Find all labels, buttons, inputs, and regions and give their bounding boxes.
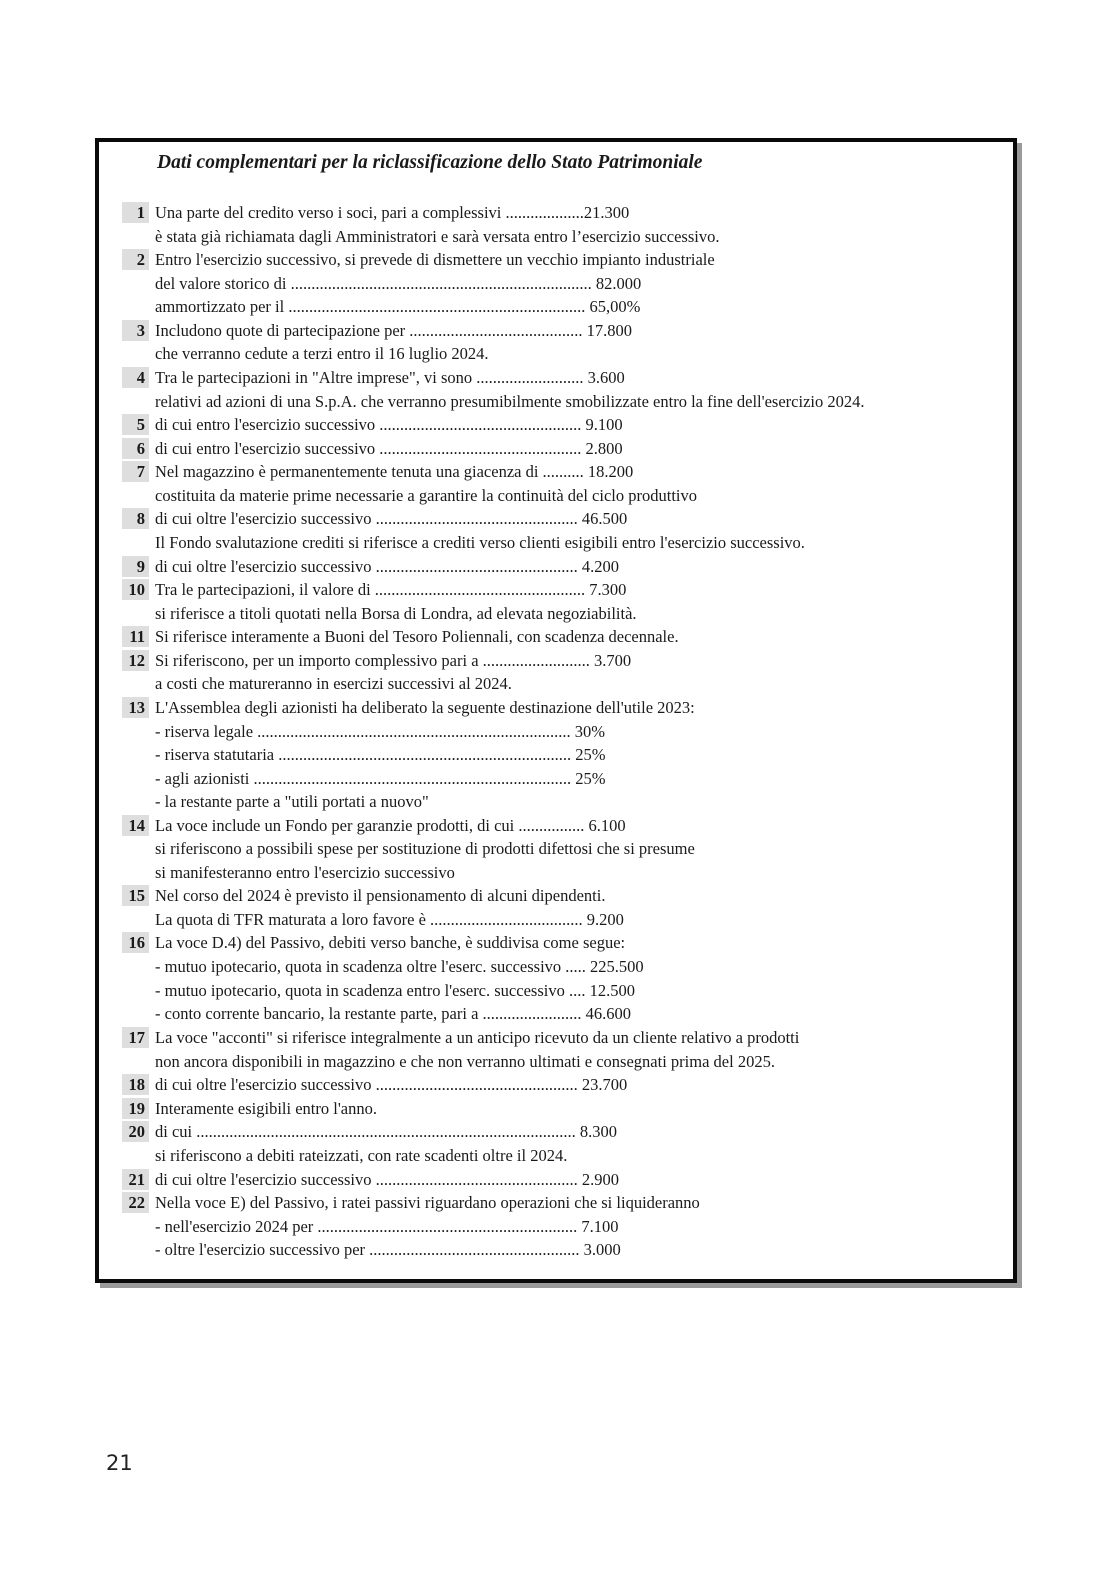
item-number: 11 — [122, 626, 149, 647]
text-line: di cui oltre l'esercizio successivo ................................................. 46.500 — [155, 509, 628, 528]
text-line: Si riferisce interamente a Buoni del Tesoro Poliennali, con scadenza decennale. — [155, 627, 679, 646]
text-line: Entro l'esercizio successivo, si prevede di dismettere un vecchio impianto industriale — [155, 250, 715, 269]
text-line: di cui oltre l'esercizio successivo ................................................. 2.900 — [155, 1170, 619, 1189]
text-line: Nella voce E) del Passivo, i ratei passivi riguardano operazioni che si liquideranno — [155, 1193, 700, 1212]
item-number: 15 — [122, 885, 149, 906]
text-line: - oltre l'esercizio successivo per ................................................... 3.000 — [155, 1240, 621, 1259]
text-line: - agli azionisti ............................................................................. 25% — [155, 769, 606, 788]
item-number: 12 — [122, 650, 149, 671]
item-number: 9 — [122, 556, 149, 577]
text-line: non ancora disponibili in magazzino e che non verranno ultimati e consegnati prima del 2025. — [155, 1052, 775, 1071]
text-line: La voce include un Fondo per garanzie prodotti, di cui ................ 6.100 — [155, 816, 626, 835]
text-line: - conto corrente bancario, la restante parte, pari a ........................ 46.600 — [155, 1004, 632, 1023]
text-line: La voce D.4) del Passivo, debiti verso banche, è suddivisa come segue: — [155, 933, 626, 952]
text-line: La voce "acconti" si riferisce integralmente a un anticipo ricevuto da un cliente relativo a prodotti — [155, 1028, 800, 1047]
text-line: Una parte del credito verso i soci, pari a complessivi ...................21.300 — [155, 203, 630, 222]
text-line: - mutuo ipotecario, quota in scadenza oltre l'eserc. successivo ..... 225.500 — [155, 957, 644, 976]
item-number: 19 — [122, 1098, 149, 1119]
text-line: di cui entro l'esercizio successivo ................................................. 9.100 — [155, 415, 623, 434]
text-line: - riserva legale ............................................................................ 30% — [155, 722, 606, 741]
text-line: Tra le partecipazioni, il valore di ................................................... 7.300 — [155, 580, 627, 599]
text-line: di cui oltre l'esercizio successivo ................................................. 4.200 — [155, 557, 619, 576]
text-line: Il Fondo svalutazione crediti si riferisce a crediti verso clienti esigibili entro l'esercizio successivo. — [155, 533, 805, 552]
text-line: Nel corso del 2024 è previsto il pensionamento di alcuni dipendenti. — [155, 886, 606, 905]
text-line: si riferiscono a possibili spese per sostituzione di prodotti difettosi che si presume — [155, 839, 695, 858]
text-line: si manifesteranno entro l'esercizio successivo — [155, 863, 455, 882]
item-number: 17 — [122, 1027, 149, 1048]
text-line: è stata già richiamata dagli Amministratori e sarà versata entro l’esercizio successivo. — [155, 227, 720, 246]
item-number: 18 — [122, 1074, 149, 1095]
item-number: 2 — [122, 249, 149, 270]
text-line: - mutuo ipotecario, quota in scadenza entro l'eserc. successivo .... 12.500 — [155, 981, 635, 1000]
text-line: che verranno cedute a terzi entro il 16 luglio 2024. — [155, 344, 489, 363]
text-line: a costi che matureranno in esercizi successivi al 2024. — [155, 674, 512, 693]
page-title: Dati complementari per la riclassificazione dello Stato Patrimoniale — [157, 152, 703, 173]
text-line: L'Assemblea degli azionisti ha deliberato la seguente destinazione dell'utile 2023: — [155, 698, 695, 717]
item-number: 20 — [122, 1121, 149, 1142]
text-line: Interamente esigibili entro l'anno. — [155, 1099, 377, 1118]
item-number: 1 — [122, 202, 149, 223]
text-line: relativi ad azioni di una S.p.A. che verranno presumibilmente smobilizzate entro la fine dell'esercizio 2024. — [155, 392, 865, 411]
item-number: 10 — [122, 579, 149, 600]
item-number: 13 — [122, 697, 149, 718]
item-number: 6 — [122, 438, 149, 459]
item-number: 8 — [122, 508, 149, 529]
item-number: 4 — [122, 367, 149, 388]
item-number: 3 — [122, 320, 149, 341]
text-line: ammortizzato per il ........................................................................ 65,00% — [155, 297, 641, 316]
text-line: costituita da materie prime necessarie a garantire la continuità del ciclo produttivo — [155, 486, 697, 505]
text-line: - nell'esercizio 2024 per ............................................................... 7.100 — [155, 1217, 619, 1236]
item-number: 21 — [122, 1169, 149, 1190]
text-line: Tra le partecipazioni in "Altre imprese", vi sono .......................... 3.600 — [155, 368, 625, 387]
text-line: si riferisce a titoli quotati nella Borsa di Londra, ad elevata negoziabilità. — [155, 604, 637, 623]
text-line: - la restante parte a "utili portati a nuovo" — [155, 792, 429, 811]
text-line: di cui oltre l'esercizio successivo ................................................. 23.700 — [155, 1075, 628, 1094]
text-line: Nel magazzino è permanentemente tenuta una giacenza di .......... 18.200 — [155, 462, 634, 481]
item-number: 5 — [122, 414, 149, 435]
item-number: 16 — [122, 932, 149, 953]
text-line: si riferiscono a debiti rateizzati, con rate scadenti oltre il 2024. — [155, 1146, 568, 1165]
item-number: 14 — [122, 815, 149, 836]
text-line: Includono quote di partecipazione per .......................................... 17.800 — [155, 321, 633, 340]
text-line: Si riferiscono, per un importo complessivo pari a .......................... 3.700 — [155, 651, 632, 670]
text-line: - riserva statutaria ....................................................................... 25% — [155, 745, 606, 764]
text-line: di cui entro l'esercizio successivo ................................................. 2.800 — [155, 439, 623, 458]
text-line: di cui ............................................................................................ 8.300 — [155, 1122, 617, 1141]
item-number: 7 — [122, 461, 149, 482]
text-line: del valore storico di ......................................................................... 82.000 — [155, 274, 642, 293]
page-number: 21 — [106, 1451, 133, 1475]
item-number: 22 — [122, 1192, 149, 1213]
text-line: La quota di TFR maturata a loro favore è ..................................... 9.200 — [155, 910, 624, 929]
